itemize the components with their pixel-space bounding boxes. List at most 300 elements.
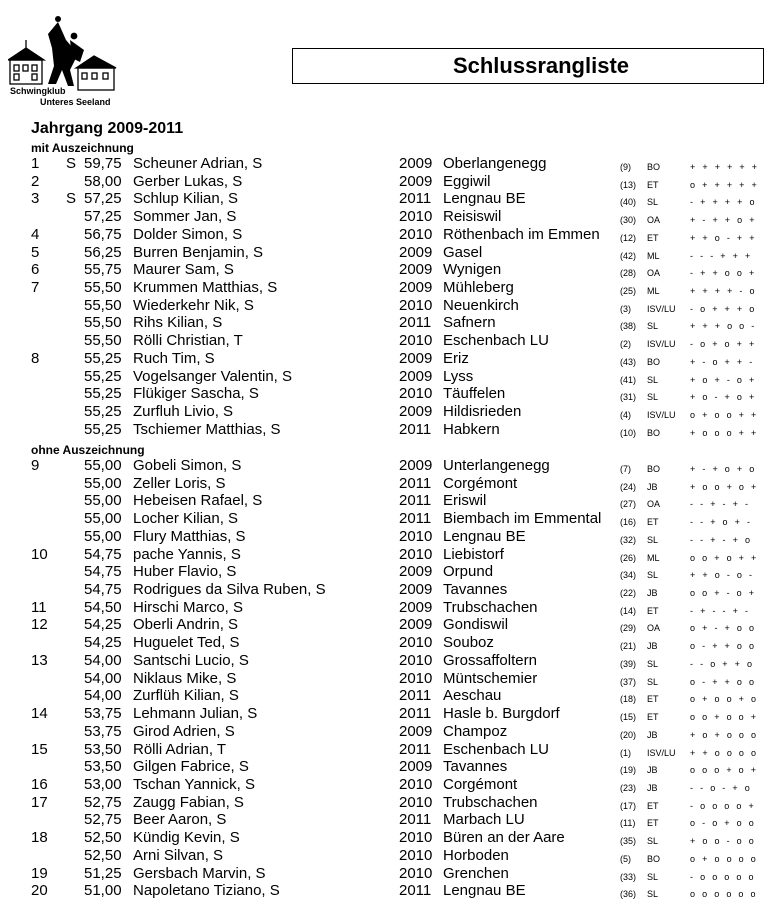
start-number-cell: (17) bbox=[620, 800, 637, 811]
club-cell: Lengnau BE bbox=[443, 190, 526, 208]
club-cell: Müntschemier bbox=[443, 669, 538, 687]
birth-year-cell: 2010 bbox=[399, 829, 433, 847]
birth-year-cell: 2010 bbox=[399, 864, 433, 882]
results-cell: + - o + + - bbox=[690, 356, 755, 367]
start-number-cell: (16) bbox=[620, 517, 637, 528]
points-cell: 55,00 bbox=[84, 492, 122, 510]
section-without-award: ohne Auszeichnung bbox=[31, 443, 145, 457]
rank-cell: 16 bbox=[31, 775, 48, 793]
athlete-name-cell: Girod Adrien, S bbox=[133, 722, 235, 740]
result-row bbox=[0, 616, 775, 634]
team-cell: SL bbox=[647, 392, 659, 403]
team-cell: ISV/LU bbox=[647, 339, 676, 350]
points-cell: 53,75 bbox=[84, 705, 122, 723]
team-cell: JB bbox=[647, 588, 658, 599]
results-cell: o o + - o + bbox=[690, 588, 757, 599]
team-cell: ET bbox=[647, 179, 659, 190]
points-cell: 54,50 bbox=[84, 598, 122, 616]
birth-year-cell: 2009 bbox=[399, 349, 433, 367]
points-cell: 55,00 bbox=[84, 510, 122, 528]
athlete-name-cell: Wiederkehr Nik, S bbox=[133, 296, 254, 314]
birth-year-cell: 2010 bbox=[399, 225, 433, 243]
result-row bbox=[0, 794, 775, 812]
birth-year-cell: 2010 bbox=[399, 208, 433, 226]
club-cell: Lengnau BE bbox=[443, 882, 526, 900]
points-cell: 52,50 bbox=[84, 846, 122, 864]
birth-year-cell: 2011 bbox=[399, 882, 432, 900]
athlete-name-cell: Kündig Kevin, S bbox=[133, 829, 240, 847]
birth-year-cell: 2009 bbox=[399, 279, 433, 297]
team-cell: ET bbox=[647, 232, 659, 243]
rank-cell: 17 bbox=[31, 793, 48, 811]
birth-year-cell: 2011 bbox=[399, 474, 432, 492]
athlete-name-cell: Tschan Yannick, S bbox=[133, 775, 256, 793]
athlete-name-cell: Zeller Loris, S bbox=[133, 474, 226, 492]
results-cell: - + + o o + bbox=[690, 268, 757, 279]
birth-year-cell: 2011 bbox=[399, 190, 432, 208]
points-cell: 54,25 bbox=[84, 616, 122, 634]
logo-club-region: Unteres Seeland bbox=[40, 97, 111, 107]
results-cell: - o + o + + bbox=[690, 339, 757, 350]
start-number-cell: (24) bbox=[620, 481, 637, 492]
start-number-cell: (20) bbox=[620, 729, 637, 740]
athlete-name-cell: Dolder Simon, S bbox=[133, 225, 243, 243]
club-cell: Trubschachen bbox=[443, 793, 538, 811]
start-number-cell: (30) bbox=[620, 215, 637, 226]
team-cell: ET bbox=[647, 712, 659, 723]
start-number-cell: (29) bbox=[620, 623, 637, 634]
result-row bbox=[0, 226, 775, 244]
result-row bbox=[0, 385, 775, 403]
athlete-name-cell: Vogelsanger Valentin, S bbox=[133, 367, 293, 385]
athlete-name-cell: Rölli Adrian, T bbox=[133, 740, 227, 758]
start-number-cell: (37) bbox=[620, 676, 637, 687]
result-row bbox=[0, 741, 775, 759]
points-cell: 54,00 bbox=[84, 669, 122, 687]
club-cell: Liebistorf bbox=[443, 545, 504, 563]
birth-year-cell: 2009 bbox=[399, 403, 433, 421]
start-number-cell: (27) bbox=[620, 499, 637, 510]
points-cell: 55,25 bbox=[84, 403, 122, 421]
club-cell: Reisiswil bbox=[443, 208, 502, 226]
birth-year-cell: 2011 bbox=[399, 492, 432, 510]
athlete-name-cell: Rodrigues da Silva Ruben, S bbox=[133, 581, 326, 599]
club-cell: Eggiwil bbox=[443, 172, 491, 190]
club-cell: Biembach im Emmental bbox=[443, 510, 602, 528]
results-cell: + + o - o - bbox=[690, 570, 755, 581]
start-number-cell: (2) bbox=[620, 339, 631, 350]
result-row bbox=[0, 581, 775, 599]
athlete-name-cell: Rölli Christian, T bbox=[133, 332, 243, 350]
birth-year-cell: 2010 bbox=[399, 385, 433, 403]
results-cell: + o + - o + bbox=[690, 374, 757, 385]
results-cell: + + + o o - bbox=[690, 321, 757, 332]
birth-year-cell: 2010 bbox=[399, 651, 433, 669]
start-number-cell: (40) bbox=[620, 197, 637, 208]
points-cell: 55,50 bbox=[84, 332, 122, 350]
athlete-name-cell: Beer Aaron, S bbox=[133, 811, 227, 829]
team-cell: SL bbox=[647, 321, 659, 332]
team-cell: ISV/LU bbox=[647, 303, 676, 314]
results-cell: + + o - + + bbox=[690, 232, 757, 243]
results-cell: o o + o o + bbox=[690, 712, 759, 723]
team-cell: SL bbox=[647, 658, 659, 669]
points-cell: 56,75 bbox=[84, 225, 122, 243]
athlete-name-cell: Huber Flavio, S bbox=[133, 563, 237, 581]
title-box bbox=[292, 48, 764, 84]
start-number-cell: (11) bbox=[620, 818, 636, 829]
team-cell: ET bbox=[647, 694, 659, 705]
points-cell: 55,00 bbox=[84, 457, 122, 474]
points-cell: 54,00 bbox=[84, 651, 122, 669]
rank-cell: 11 bbox=[31, 598, 47, 616]
team-cell: OA bbox=[647, 215, 661, 226]
birth-year-cell: 2009 bbox=[399, 598, 433, 616]
team-cell: ISV/LU bbox=[647, 747, 676, 758]
rank-cell: 13 bbox=[31, 651, 48, 669]
team-cell: OA bbox=[647, 499, 661, 510]
athlete-name-cell: Santschi Lucio, S bbox=[133, 651, 249, 669]
points-cell: 53,50 bbox=[84, 758, 122, 776]
rank-cell: 18 bbox=[31, 829, 48, 847]
birth-year-cell: 2011 bbox=[399, 705, 432, 723]
points-cell: 56,25 bbox=[84, 243, 122, 261]
result-row bbox=[0, 190, 775, 208]
points-cell: 55,25 bbox=[84, 420, 122, 438]
result-row bbox=[0, 758, 775, 776]
athlete-name-cell: Arni Silvan, S bbox=[133, 846, 224, 864]
result-row bbox=[0, 546, 775, 564]
points-cell: 51,00 bbox=[84, 882, 122, 900]
club-cell: Lengnau BE bbox=[443, 527, 526, 545]
club-cell: Orpund bbox=[443, 563, 494, 581]
birth-year-cell: 2009 bbox=[399, 367, 433, 385]
club-cell: Habkern bbox=[443, 420, 500, 438]
rank-cell: 4 bbox=[31, 225, 40, 243]
logo-club-name: Schwingklub bbox=[10, 86, 66, 96]
result-row bbox=[0, 492, 775, 510]
results-cell: o + o o + + bbox=[690, 410, 759, 421]
rank-cell: 3 bbox=[31, 190, 40, 208]
result-row bbox=[0, 208, 775, 226]
points-cell: 55,00 bbox=[84, 474, 122, 492]
start-number-cell: (18) bbox=[620, 694, 637, 705]
start-number-cell: (41) bbox=[620, 374, 637, 385]
results-cell: o + + + + + bbox=[690, 179, 760, 190]
start-number-cell: (26) bbox=[620, 552, 637, 563]
athlete-name-cell: Rihs Kilian, S bbox=[133, 314, 223, 332]
rank-cell: 8 bbox=[31, 349, 40, 367]
results-cell: o - + + o o bbox=[690, 676, 757, 687]
start-number-cell: (28) bbox=[620, 268, 637, 279]
results-cell: + + o o o o bbox=[690, 747, 759, 758]
team-cell: ML bbox=[647, 552, 660, 563]
birth-year-cell: 2011 bbox=[399, 510, 432, 528]
rank-cell: 5 bbox=[31, 243, 40, 261]
rank-cell: 9 bbox=[31, 457, 40, 474]
results-cell: - - + o + - bbox=[690, 517, 753, 528]
points-cell: 55,50 bbox=[84, 279, 122, 297]
athlete-name-cell: Gilgen Fabrice, S bbox=[133, 758, 249, 776]
result-row bbox=[0, 475, 775, 493]
start-number-cell: (21) bbox=[620, 641, 637, 652]
results-cell: o + o o + o bbox=[690, 694, 759, 705]
club-cell: Büren an der Aare bbox=[443, 829, 565, 847]
athlete-name-cell: Niklaus Mike, S bbox=[133, 669, 237, 687]
start-number-cell: (14) bbox=[620, 605, 637, 616]
athlete-name-cell: Gobeli Simon, S bbox=[133, 457, 242, 474]
athlete-name-cell: Zurfluh Livio, S bbox=[133, 403, 234, 421]
birth-year-cell: 2009 bbox=[399, 261, 433, 279]
team-cell: ET bbox=[647, 800, 659, 811]
athlete-name-cell: Ruch Tim, S bbox=[133, 349, 215, 367]
team-cell: JB bbox=[647, 782, 658, 793]
points-cell: 58,00 bbox=[84, 172, 122, 190]
team-cell: SL bbox=[647, 534, 659, 545]
results-cell: + + + + + + bbox=[690, 162, 760, 172]
club-cell: Tavannes bbox=[443, 581, 508, 599]
start-number-cell: (7) bbox=[620, 464, 631, 474]
birth-year-cell: 2010 bbox=[399, 793, 433, 811]
team-cell: ET bbox=[647, 818, 659, 829]
birth-year-cell: 2010 bbox=[399, 296, 433, 314]
start-number-cell: (1) bbox=[620, 747, 631, 758]
team-cell: BO bbox=[647, 356, 661, 367]
birth-year-cell: 2011 bbox=[399, 420, 432, 438]
points-cell: 59,75 bbox=[84, 155, 122, 172]
athlete-name-cell: Scheuner Adrian, S bbox=[133, 155, 263, 172]
club-cell: Eschenbach LU bbox=[443, 332, 549, 350]
club-cell: Champoz bbox=[443, 722, 508, 740]
team-cell: BO bbox=[647, 464, 661, 474]
rank-cell: 6 bbox=[31, 261, 40, 279]
points-cell: 53,75 bbox=[84, 722, 122, 740]
athlete-name-cell: Burren Benjamin, S bbox=[133, 243, 264, 261]
athlete-name-cell: Hirschi Marco, S bbox=[133, 598, 244, 616]
result-row bbox=[0, 599, 775, 617]
team-cell: BO bbox=[647, 427, 661, 438]
points-cell: 57,25 bbox=[84, 208, 122, 226]
club-cell: Marbach LU bbox=[443, 811, 525, 829]
club-cell: Eriswil bbox=[443, 492, 487, 510]
points-cell: 55,00 bbox=[84, 527, 122, 545]
result-row bbox=[0, 510, 775, 528]
birth-year-cell: 2009 bbox=[399, 616, 433, 634]
athlete-name-cell: Oberli Andrin, S bbox=[133, 616, 239, 634]
points-cell: 54,75 bbox=[84, 581, 122, 599]
athlete-name-cell: Huguelet Ted, S bbox=[133, 634, 240, 652]
results-cell: + - + + o + bbox=[690, 215, 757, 226]
result-row bbox=[0, 350, 775, 368]
year-group-heading: Jahrgang 2009-2011 bbox=[31, 120, 184, 137]
athlete-name-cell: Flükiger Sascha, S bbox=[133, 385, 259, 403]
results-cell: - - + - + - bbox=[690, 499, 751, 510]
athlete-name-cell: Flury Matthias, S bbox=[133, 527, 246, 545]
start-number-cell: (35) bbox=[620, 836, 637, 847]
results-cell: o - o + o o bbox=[690, 818, 757, 829]
club-cell: Lyss bbox=[443, 367, 474, 385]
start-number-cell: (32) bbox=[620, 534, 637, 545]
start-number-cell: (10) bbox=[620, 427, 637, 438]
birth-year-cell: 2010 bbox=[399, 634, 433, 652]
result-row bbox=[0, 687, 775, 705]
rank-cell: 12 bbox=[31, 616, 48, 634]
start-number-cell: (31) bbox=[620, 392, 637, 403]
results-cell: + - + o + o bbox=[690, 464, 757, 474]
results-cell: + o + o o o bbox=[690, 729, 759, 740]
result-row bbox=[0, 314, 775, 332]
result-row bbox=[0, 155, 775, 173]
birth-year-cell: 2010 bbox=[399, 527, 433, 545]
start-number-cell: (23) bbox=[620, 782, 637, 793]
points-cell: 55,75 bbox=[84, 261, 122, 279]
team-cell: ET bbox=[647, 517, 659, 528]
athlete-name-cell: Tschiemer Matthias, S bbox=[133, 420, 281, 438]
birth-year-cell: 2009 bbox=[399, 758, 433, 776]
results-cell: - - + - + o bbox=[690, 534, 753, 545]
start-number-cell: (12) bbox=[620, 232, 637, 243]
result-row bbox=[0, 528, 775, 546]
athlete-name-cell: Gersbach Marvin, S bbox=[133, 864, 266, 882]
result-row bbox=[0, 811, 775, 829]
club-cell: Gasel bbox=[443, 243, 483, 261]
club-cell: Unterlangenegg bbox=[443, 457, 550, 474]
start-number-cell: (33) bbox=[620, 871, 637, 882]
start-number-cell: (38) bbox=[620, 321, 637, 332]
athlete-name-cell: Lehmann Julian, S bbox=[133, 705, 258, 723]
birth-year-cell: 2010 bbox=[399, 669, 433, 687]
athlete-name-cell: Zaugg Fabian, S bbox=[133, 793, 244, 811]
points-cell: 53,00 bbox=[84, 775, 122, 793]
team-cell: SL bbox=[647, 676, 659, 687]
club-cell: Aeschau bbox=[443, 687, 502, 705]
birth-year-cell: 2010 bbox=[399, 545, 433, 563]
points-cell: 55,25 bbox=[84, 349, 122, 367]
start-number-cell: (25) bbox=[620, 286, 637, 297]
athlete-name-cell: Zurflüh Kilian, S bbox=[133, 687, 239, 705]
birth-year-cell: 2011 bbox=[399, 314, 432, 332]
result-row bbox=[0, 776, 775, 794]
result-row bbox=[0, 670, 775, 688]
rank-cell: 14 bbox=[31, 705, 48, 723]
start-number-cell: (4) bbox=[620, 410, 631, 421]
birth-year-cell: 2010 bbox=[399, 775, 433, 793]
result-row bbox=[0, 244, 775, 262]
points-cell: 52,50 bbox=[84, 829, 122, 847]
team-cell: ML bbox=[647, 250, 660, 261]
club-cell: Eschenbach LU bbox=[443, 740, 549, 758]
points-cell: 52,75 bbox=[84, 811, 122, 829]
club-cell: Corgémont bbox=[443, 775, 518, 793]
team-cell: BO bbox=[647, 853, 661, 864]
rank-cell: 20 bbox=[31, 882, 48, 900]
result-row bbox=[0, 173, 775, 191]
result-row bbox=[0, 279, 775, 297]
team-cell: BO bbox=[647, 162, 661, 172]
result-row bbox=[0, 368, 775, 386]
results-cell: o - + + o o bbox=[690, 641, 757, 652]
results-cell: + o o o + + bbox=[690, 427, 759, 438]
section-with-award: mit Auszeichnung bbox=[31, 141, 134, 155]
start-number-cell: (22) bbox=[620, 588, 637, 599]
club-cell: Täuffelen bbox=[443, 385, 506, 403]
points-cell: 57,25 bbox=[84, 190, 122, 208]
results-cell: + + + + - o bbox=[690, 286, 757, 297]
result-row bbox=[0, 403, 775, 421]
birth-year-cell: 2009 bbox=[399, 563, 433, 581]
birth-year-cell: 2009 bbox=[399, 722, 433, 740]
athlete-name-cell: Maurer Sam, S bbox=[133, 261, 234, 279]
result-row bbox=[0, 421, 775, 439]
results-cell: + o o - o o bbox=[690, 836, 757, 847]
special-mark-cell: S bbox=[66, 190, 77, 208]
result-row bbox=[0, 829, 775, 847]
points-cell: 55,50 bbox=[84, 314, 122, 332]
athlete-name-cell: Gerber Lukas, S bbox=[133, 172, 243, 190]
points-cell: 52,75 bbox=[84, 793, 122, 811]
points-cell: 54,75 bbox=[84, 545, 122, 563]
result-row bbox=[0, 457, 775, 475]
results-cell: - - o + + o bbox=[690, 658, 755, 669]
start-number-cell: (19) bbox=[620, 765, 637, 776]
start-number-cell: (36) bbox=[620, 889, 637, 900]
team-cell: SL bbox=[647, 374, 659, 385]
results-cell: - + - - + - bbox=[690, 605, 751, 616]
start-number-cell: (42) bbox=[620, 250, 637, 261]
team-cell: SL bbox=[647, 197, 659, 208]
results-cell: o o o o o o bbox=[690, 889, 758, 900]
club-cell: Grossaffoltern bbox=[443, 651, 537, 669]
result-row bbox=[0, 865, 775, 883]
birth-year-cell: 2011 bbox=[399, 687, 432, 705]
club-cell: Horboden bbox=[443, 846, 509, 864]
result-row bbox=[0, 652, 775, 670]
points-cell: 53,50 bbox=[84, 740, 122, 758]
results-cell: o + - + o o bbox=[690, 623, 757, 634]
athlete-name-cell: pache Yannis, S bbox=[133, 545, 241, 563]
start-number-cell: (5) bbox=[620, 853, 631, 864]
result-row bbox=[0, 297, 775, 315]
start-number-cell: (15) bbox=[620, 712, 637, 723]
birth-year-cell: 2011 bbox=[399, 740, 432, 758]
club-cell: Safnern bbox=[443, 314, 496, 332]
result-row bbox=[0, 705, 775, 723]
result-row bbox=[0, 332, 775, 350]
result-row bbox=[0, 882, 775, 900]
team-cell: SL bbox=[647, 871, 659, 882]
start-number-cell: (3) bbox=[620, 303, 631, 314]
club-cell: Trubschachen bbox=[443, 598, 538, 616]
results-cell: - o o o o + bbox=[690, 800, 757, 811]
club-cell: Hasle b. Burgdorf bbox=[443, 705, 560, 723]
birth-year-cell: 2011 bbox=[399, 811, 432, 829]
results-cell: o o + o + + bbox=[690, 552, 759, 563]
athlete-name-cell: Krummen Matthias, S bbox=[133, 279, 278, 297]
start-number-cell: (34) bbox=[620, 570, 637, 581]
athlete-name-cell: Schlup Kilian, S bbox=[133, 190, 239, 208]
points-cell: 55,25 bbox=[84, 367, 122, 385]
points-cell: 54,25 bbox=[84, 634, 122, 652]
birth-year-cell: 2009 bbox=[399, 457, 433, 474]
club-cell: Neuenkirch bbox=[443, 296, 519, 314]
athlete-name-cell: Locher Kilian, S bbox=[133, 510, 239, 528]
team-cell: ISV/LU bbox=[647, 410, 676, 421]
results-cell: - - o - + o bbox=[690, 782, 753, 793]
team-cell: OA bbox=[647, 268, 661, 279]
rank-cell: 19 bbox=[31, 864, 48, 882]
birth-year-cell: 2009 bbox=[399, 243, 433, 261]
rank-cell: 7 bbox=[31, 279, 40, 297]
